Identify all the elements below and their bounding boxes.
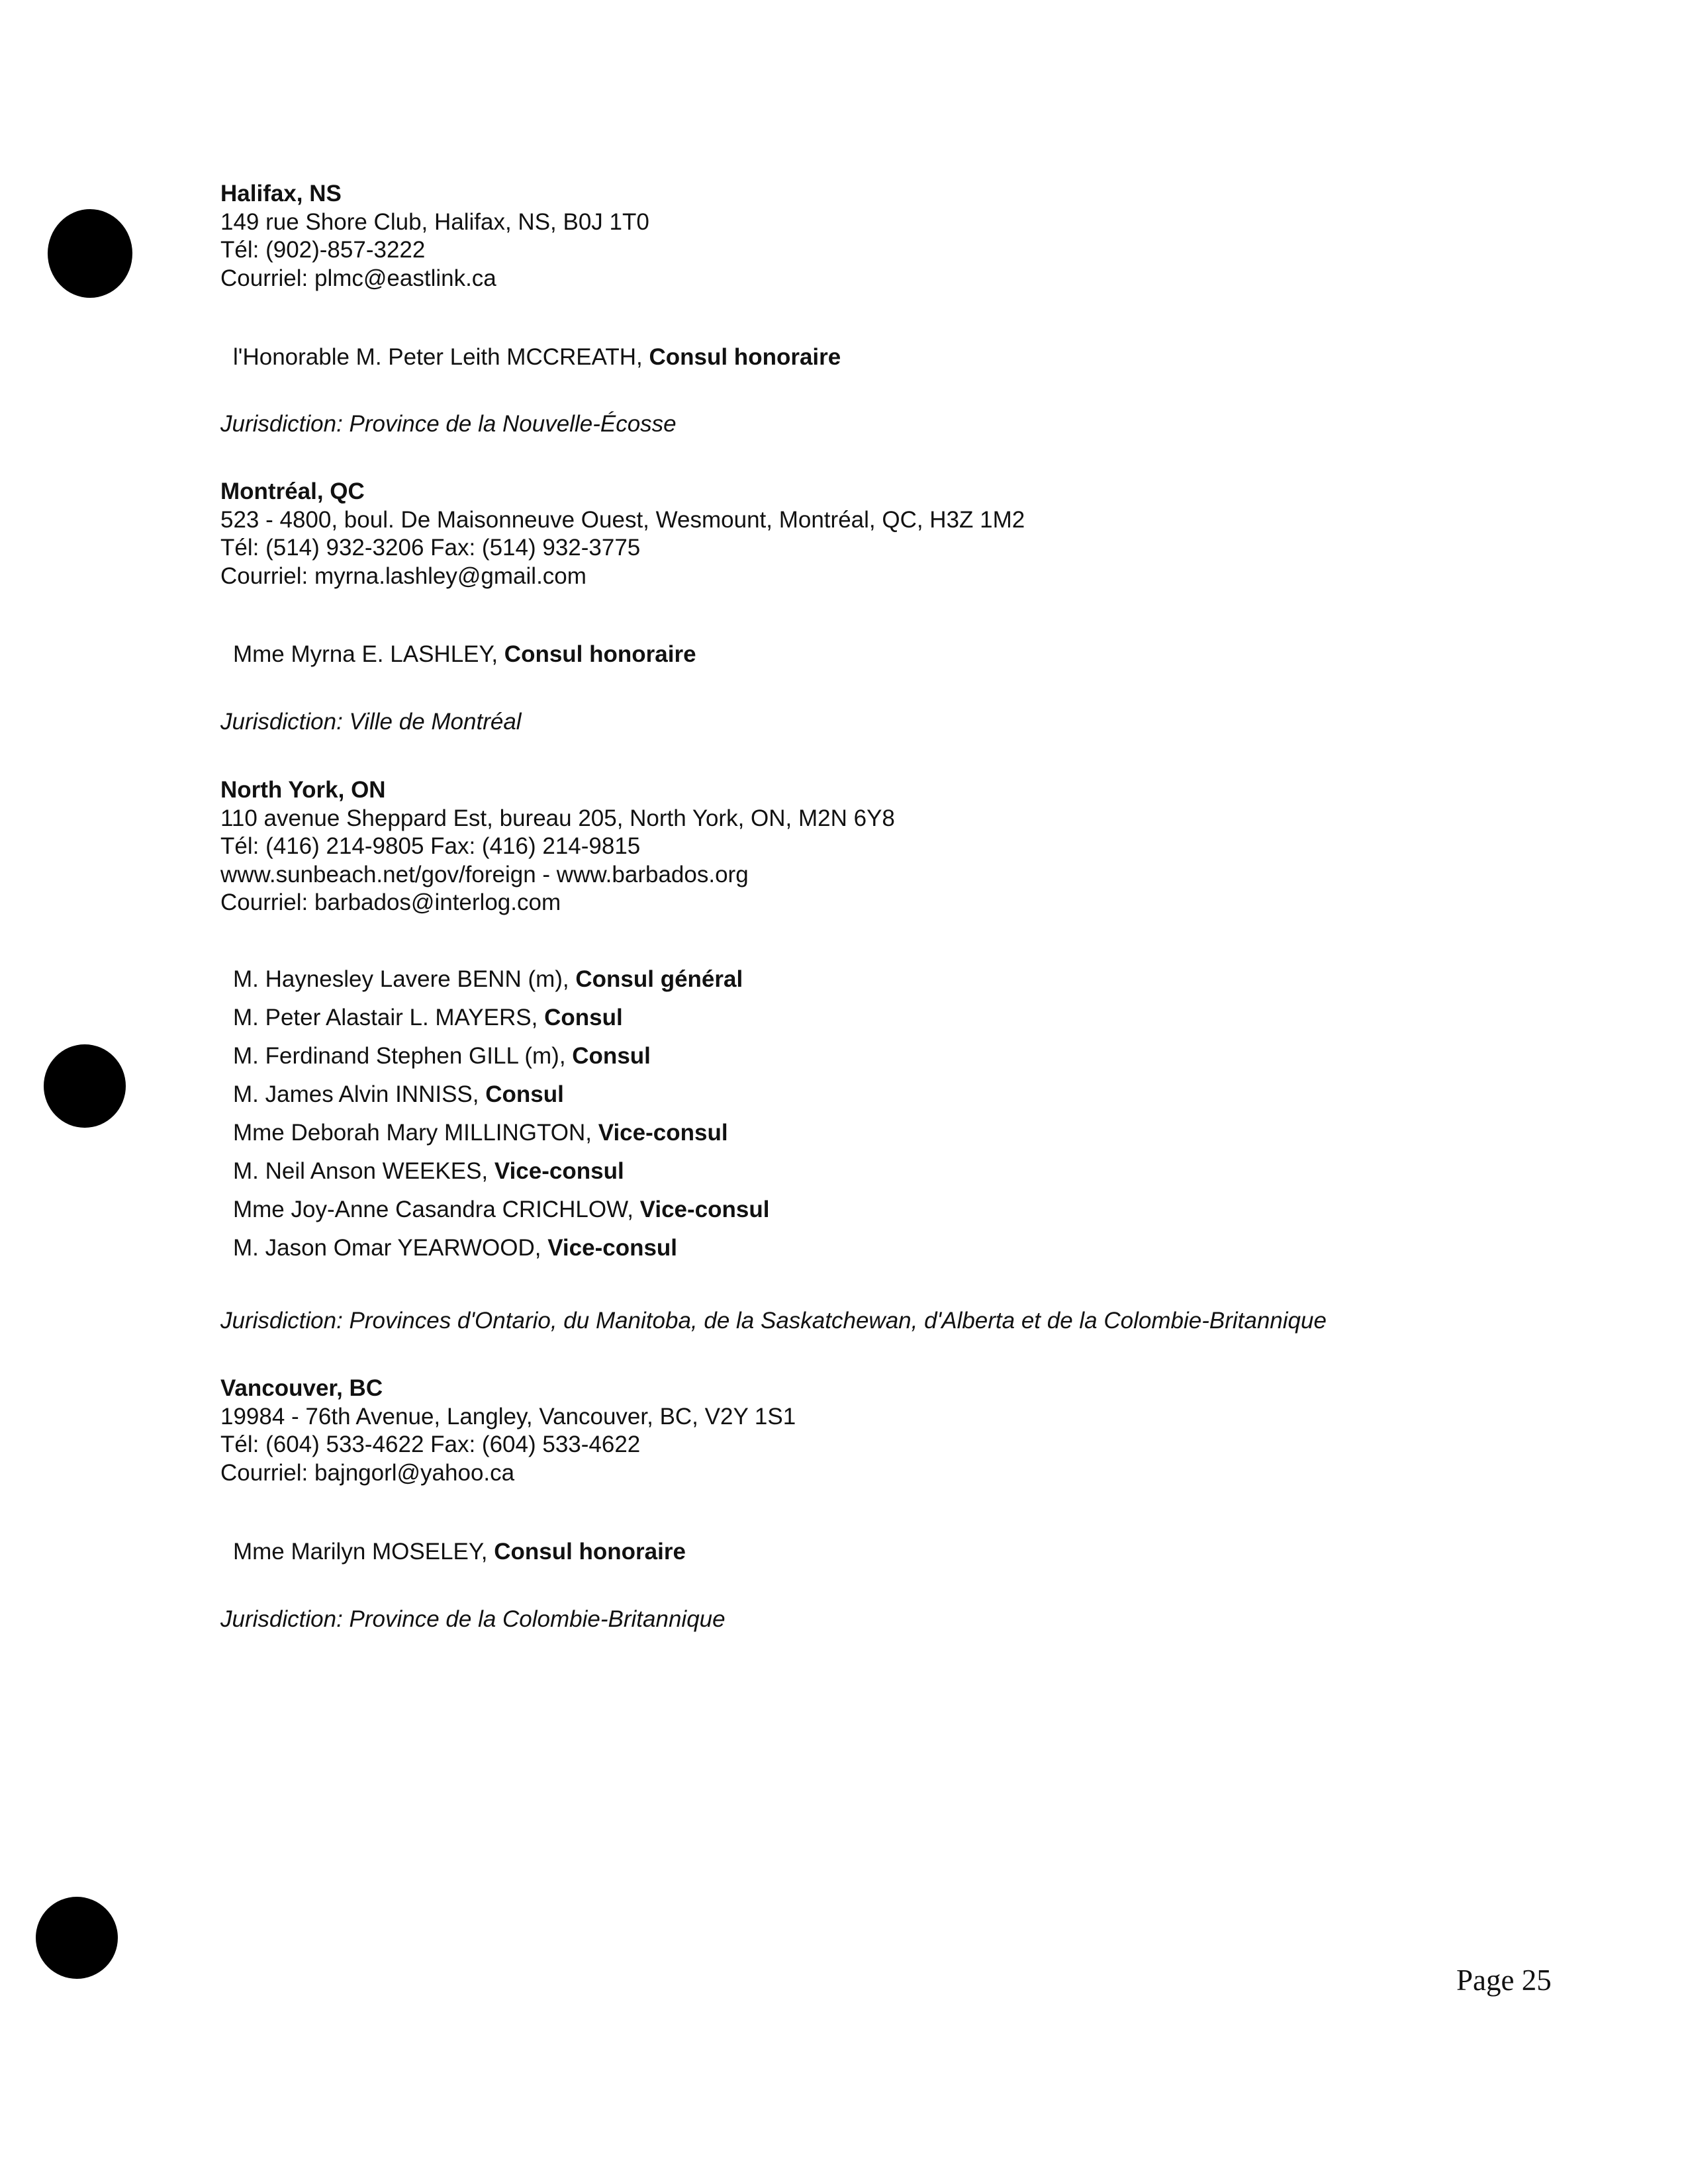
official-title: Consul honoraire (649, 344, 841, 370)
consulate-address-montreal (220, 478, 1544, 590)
consulate-email: Courriel: bajngorl@yahoo.ca (220, 1459, 515, 1486)
consulate-address: 19984 - 76th Avenue, Langley, Vancouver, BC, V2Y 1S1 (220, 1403, 796, 1430)
consulate-email: Courriel: myrna.lashley@gmail.com (220, 563, 586, 589)
official-entry (233, 1229, 1491, 1267)
official-entry (233, 1037, 1491, 1075)
consulate-address: 149 rue Shore Club, Halifax, NS, B0J 1T0 (220, 208, 649, 235)
binder-punch-hole (44, 1044, 126, 1128)
consulate-phone: Tél: (902)-857-3222 (220, 237, 426, 263)
official-entry (233, 338, 1491, 377)
official-entry (233, 999, 1491, 1037)
official-entry (233, 1191, 1491, 1229)
official-title: Consul général (575, 966, 743, 992)
consulate-address: 523 - 4800, boul. De Maisonneuve Ouest, Wesmount, Montréal, QC, H3Z 1M2 (220, 506, 1025, 533)
officials-list-vancouver (233, 1533, 1491, 1571)
jurisdiction-north-york: Jurisdiction: Provinces d'Ontario, du Manitoba, de la Saskatchewan, d'Alberta et de la Colombie-Britannique (220, 1308, 1327, 1334)
consulate-email: Courriel: barbados@interlog.com (220, 889, 561, 915)
official-name: M. Ferdinand Stephen GILL (m), (233, 1043, 566, 1069)
official-name: Mme Joy-Anne Casandra CRICHLOW, (233, 1197, 633, 1222)
binder-punch-hole (36, 1897, 118, 1979)
official-title: Vice-consul (494, 1158, 624, 1184)
official-title: Consul honoraire (494, 1539, 686, 1565)
official-title: Vice-consul (598, 1120, 728, 1146)
consulate-city: Montréal, QC (220, 478, 365, 504)
jurisdiction-halifax: Jurisdiction: Province de la Nouvelle-Écosse (220, 411, 677, 437)
official-title: Vice-consul (547, 1235, 678, 1261)
official-title: Consul (572, 1043, 651, 1069)
consulate-address-vancouver (220, 1375, 1544, 1487)
official-name: Mme Marilyn MOSELEY, (233, 1539, 488, 1565)
consulate-address-halifax (220, 180, 1544, 293)
official-title: Consul (485, 1081, 564, 1107)
consulate-address-north-york (220, 776, 1544, 917)
official-name: M. James Alvin INNISS, (233, 1081, 479, 1107)
officials-list-halifax (233, 338, 1491, 377)
official-title: Vice-consul (639, 1197, 770, 1222)
officials-list-montreal (233, 635, 1491, 674)
official-name: M. Haynesley Lavere BENN (m), (233, 966, 569, 992)
consulate-email: Courriel: plmc@eastlink.ca (220, 265, 496, 291)
consulate-address: 110 avenue Sheppard Est, bureau 205, North York, ON, M2N 6Y8 (220, 805, 895, 831)
official-entry (233, 960, 1491, 999)
consulate-phone: Tél: (604) 533-4622 Fax: (604) 533-4622 (220, 1432, 641, 1457)
official-title: Consul (544, 1005, 623, 1030)
officials-list-north-york (233, 960, 1491, 1267)
jurisdiction-vancouver: Jurisdiction: Province de la Colombie-Britannique (220, 1606, 726, 1632)
official-name: Mme Myrna E. LASHLEY, (233, 641, 498, 667)
official-entry (233, 635, 1491, 674)
official-name: Mme Deborah Mary MILLINGTON, (233, 1120, 592, 1146)
official-name: M. Peter Alastair L. MAYERS, (233, 1005, 538, 1030)
binder-punch-hole (48, 209, 132, 298)
official-name: M. Jason Omar YEARWOOD, (233, 1235, 541, 1261)
page-number: Page 25 (1456, 1964, 1552, 1997)
official-entry (233, 1114, 1491, 1152)
jurisdiction-montreal: Jurisdiction: Ville de Montréal (220, 709, 522, 735)
consulate-website: www.sunbeach.net/gov/foreign - www.barbados.org (220, 861, 749, 887)
official-entry (233, 1533, 1491, 1571)
consulate-phone: Tél: (416) 214-9805 Fax: (416) 214-9815 (220, 833, 641, 859)
official-entry (233, 1152, 1491, 1191)
consulate-city: North York, ON (220, 777, 386, 803)
consulate-city: Halifax, NS (220, 181, 342, 206)
consulate-city: Vancouver, BC (220, 1375, 383, 1401)
official-title: Consul honoraire (504, 641, 696, 667)
official-entry (233, 1075, 1491, 1114)
consulate-phone: Tél: (514) 932-3206 Fax: (514) 932-3775 (220, 535, 641, 561)
official-name: M. Neil Anson WEEKES, (233, 1158, 489, 1184)
official-name: l'Honorable M. Peter Leith MCCREATH, (233, 344, 643, 370)
